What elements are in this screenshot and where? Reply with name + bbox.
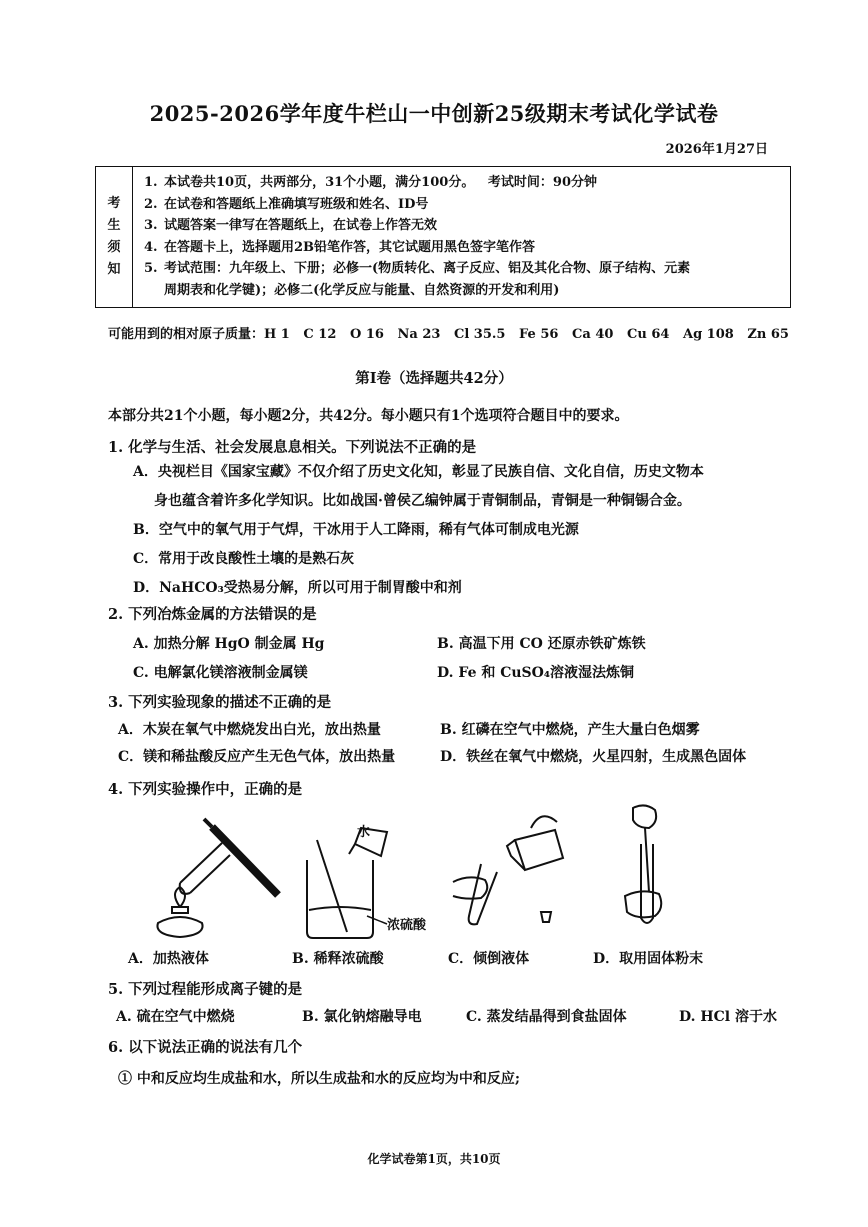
question-4-option-a: A．加热液体 <box>128 951 209 967</box>
notice-item <box>144 215 784 237</box>
notice-item-number: 1. <box>144 175 158 190</box>
notice-item-number: 4. <box>144 239 158 255</box>
notice-item-text: 在试卷和答题纸上准确填写班级和姓名、ID号 <box>164 196 429 212</box>
section-title: 第I卷（选择题共42分） <box>355 370 513 387</box>
notice-item-text: 本试卷共10页，共两部分，31个小题，满分100分。 考试时间：90分钟 <box>164 175 597 190</box>
question-2-option-a: A. 加热分解 HgO 制金属 Hg <box>133 636 325 652</box>
notice-label-char: 须 <box>107 240 121 255</box>
water-label: 水 <box>357 825 371 840</box>
notice-item <box>144 237 784 259</box>
heating-liquid-figure <box>150 815 285 940</box>
question-3-option-a: A．木炭在氧气中燃烧发出白光，放出热量 <box>118 722 381 738</box>
question-5-option-d: D. HCl 溶于水 <box>679 1009 777 1025</box>
page-footer: 化学试卷第1页，共10页 <box>367 1152 501 1166</box>
question-5-option-c: C. 蒸发结晶得到食盐固体 <box>466 1009 627 1025</box>
notice-item <box>144 258 784 301</box>
question-4-option-c: C．倾倒液体 <box>448 951 530 967</box>
exam-date: 2026年1月27日 <box>665 142 768 157</box>
notice-item-text: 在答题卡上，选择题用2B铅笔作答，其它试题用黑色签字笔作答 <box>164 239 536 255</box>
notice-item-number: 3. <box>144 218 158 233</box>
pouring-liquid-figure <box>445 800 585 940</box>
acid-label: 浓硫酸 <box>387 918 427 933</box>
exam-title: 2025-2026学年度牛栏山一中创新25级期末考试化学试卷 <box>149 101 719 126</box>
notice-list <box>144 172 784 301</box>
question-2-option-d: D. Fe 和 CuSO₄溶液湿法炼铜 <box>437 665 634 681</box>
notice-label-char: 生 <box>107 218 121 233</box>
question-3-stem: 3. 下列实验现象的描述不正确的是 <box>108 694 332 711</box>
notice-item <box>144 194 784 216</box>
question-1-stem: 1. 化学与生活、社会发展息息相关。下列说法不正确的是 <box>108 439 477 456</box>
notice-item-text: 试题答案一律写在答题纸上，在试卷上作答无效 <box>164 218 438 233</box>
notice-item-number: 2. <box>144 196 158 212</box>
question-1-option-c: C．常用于改良酸性土壤的是熟石灰 <box>133 551 355 567</box>
question-5-option-a: A. 硫在空气中燃烧 <box>116 1009 235 1025</box>
question-2-option-c: C. 电解氯化镁溶液制金属镁 <box>133 665 308 681</box>
question-2-option-b: B. 高温下用 CO 还原赤铁矿炼铁 <box>437 636 646 652</box>
question-4-stem: 4. 下列实验操作中，正确的是 <box>108 781 303 798</box>
question-3-option-b: B. 红磷在空气中燃烧，产生大量白色烟雾 <box>440 722 700 738</box>
notice-item-text: 考试范围：九年级上、下册；必修一(物质转化、离子反应、铝及其化合物、原子结构、元素 周期表和化学键)；必修二(化学反应与能量、自然资源的开发和利用) <box>164 261 691 298</box>
notice-label <box>96 167 133 307</box>
question-4-option-b: B. 稀释浓硫酸 <box>292 951 384 967</box>
question-3-option-c: C．镁和稀盐酸反应产生无色气体，放出热量 <box>118 749 396 765</box>
atomic-mass-line: 可能用到的相对原子质量：H 1 C 12 O 16 Na 23 Cl 35.5 Fe 56 Ca 40 Cu 64 Ag 108 Zn 65 <box>108 327 789 342</box>
section-instruction: 本部分共21个小题，每小题2分，共42分。每小题只有1个选项符合题目中的要求。 <box>108 408 629 424</box>
question-4-option-d: D．取用固体粉末 <box>593 951 704 967</box>
question-1-options <box>133 458 783 603</box>
notice-label-char: 考 <box>107 196 121 211</box>
question-1-option-d: D．NaHCO₃受热易分解，所以可用于制胃酸中和剂 <box>133 580 462 596</box>
question-1-option-b: B．空气中的氧气用于气焊，干冰用于人工降雨，稀有气体可制成电光源 <box>133 522 579 538</box>
notice-item-number: 5. <box>144 261 158 276</box>
notice-label-char: 知 <box>107 262 121 277</box>
question-6-statement-1: ① 中和反应均生成盐和水，所以生成盐和水的反应均为中和反应; <box>118 1071 521 1087</box>
question-5-option-b: B. 氯化钠熔融导电 <box>302 1009 422 1025</box>
notice-box <box>95 166 791 308</box>
notice-item <box>144 172 784 194</box>
solid-powder-figure <box>615 800 695 940</box>
question-5-stem: 5. 下列过程能形成离子键的是 <box>108 981 303 998</box>
question-1-option-a-line2: 身也蕴含着许多化学知识。比如战国·曾侯乙编钟属于青铜制品，青铜是一种铜锡合金。 <box>154 493 691 509</box>
question-2-stem: 2. 下列冶炼金属的方法错误的是 <box>108 606 317 623</box>
question-6-stem: 6. 以下说法正确的说法有几个 <box>108 1039 303 1056</box>
question-1-option-a-line1: A．央视栏目《国家宝藏》不仅介绍了历史文化知，彰显了民族自信、文化自信，历史文物本 <box>133 464 704 480</box>
dilute-acid-figure <box>295 820 455 945</box>
question-3-option-d: D．铁丝在氧气中燃烧，火星四射，生成黑色固体 <box>440 749 747 765</box>
